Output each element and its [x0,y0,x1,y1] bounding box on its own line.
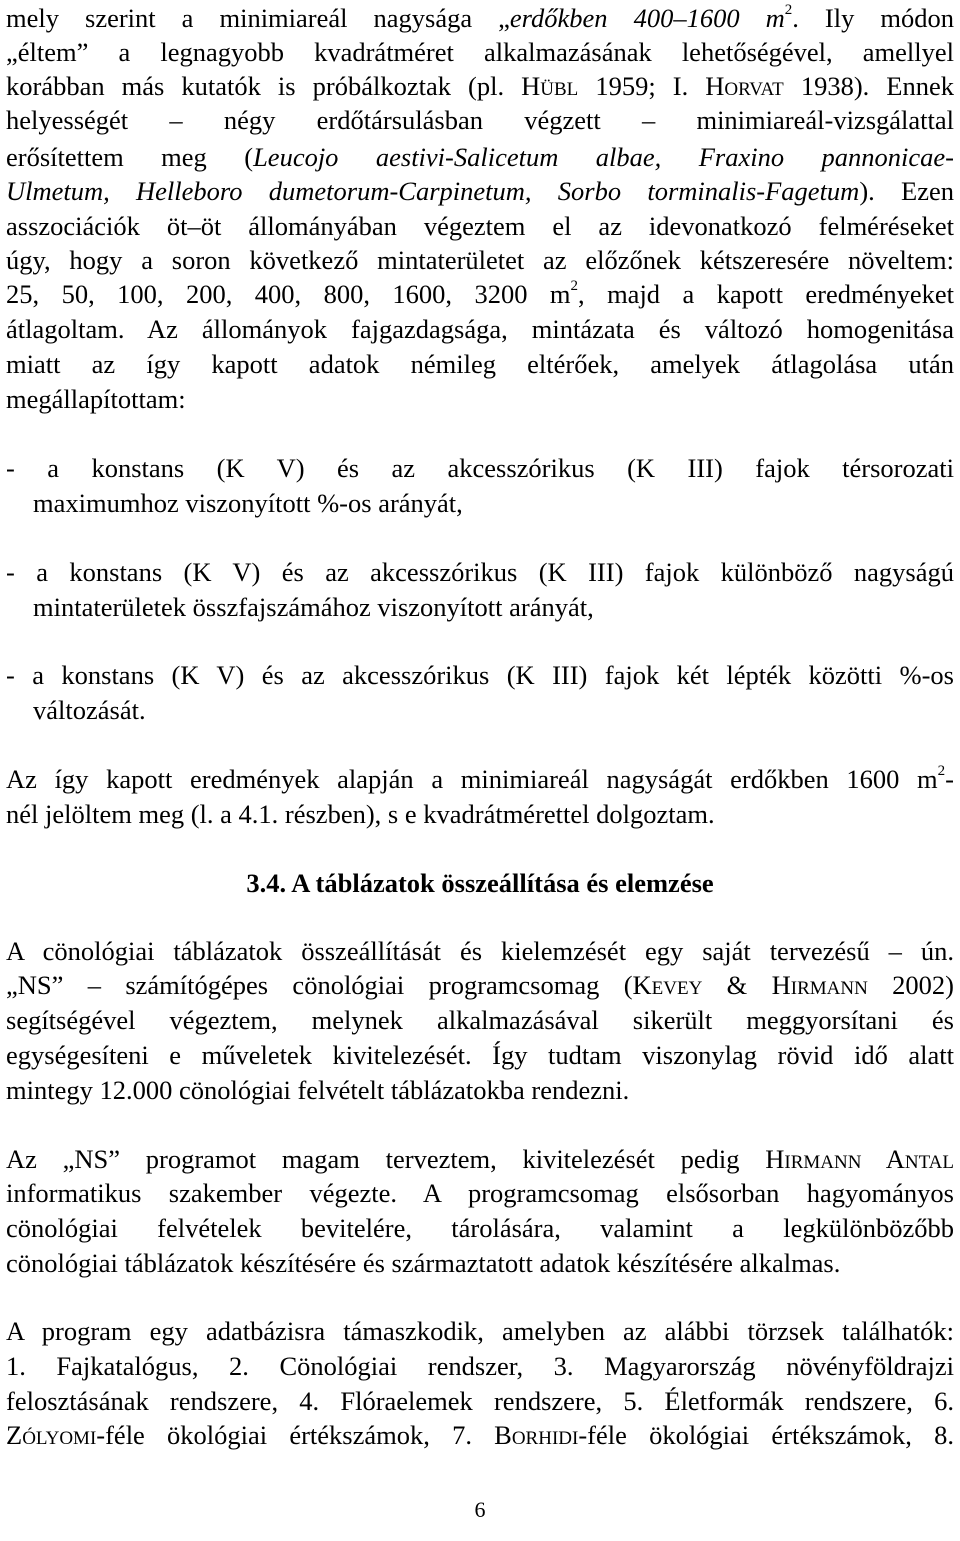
paragraph-line [6,762,954,796]
italic-text: Leucojo aestivi-Salicetum albae, Fraxino pannonicae- [253,142,954,172]
text-run: informatikus szakember végezte. A programcsomag elsősorban hagyományos [6,1178,954,1208]
text-run: „NS” – számítógépes cönológiai programcsomag (K [6,970,652,1000]
paragraph-line [6,103,954,137]
text-run: -féle ökológiai értékszámok, 8. [578,1420,954,1450]
text-run: , majd a kapott eredményeket [578,279,954,309]
page-number: 6 [474,1497,486,1522]
small-caps-text: EVEY [651,978,703,999]
text-run: nél jelöltem meg (l. a 4.1. részben), s e kvadrátmérettel dolgoztam. [6,799,715,829]
paragraph-line [6,209,954,243]
text-run: 25, 50, 100, 200, 400, 800, 1600, 3200 m [6,279,571,309]
text-run: - a konstans (K V) és az akcesszórikus (K III) fajok térsorozati [6,453,954,483]
paragraph-line [6,1038,954,1072]
list-item-line [33,590,954,624]
paragraph-line [6,382,954,416]
small-caps-text: IRMANN [784,1152,862,1173]
text-run: -féle ökológiai értékszámok, 7. B [96,1420,512,1450]
superscript: 2 [937,763,946,780]
text-run: segítségével végeztem, melynek alkalmazásával sikerült meggyorsítani és [6,1005,954,1035]
text-run: megállapítottam: [6,384,186,414]
text-run: asszociációk öt–öt állományában végeztem el az idevonatkozó felméréseket [6,211,954,241]
text-run: cönológiai táblázatok készítésére és származtatott adatok készítésére alkalmas. [6,1248,841,1278]
text-run: ). Ezen [859,176,954,206]
superscript: 2 [570,278,578,295]
text-run: Az „NS” programot magam terveztem, kivitelezését pedig H [6,1144,785,1174]
paragraph-line [6,35,954,69]
text-run: korábban más kutatók is próbálkoztak (pl. H [6,71,541,101]
text-run: 1. Fajkatalógus, 2. Cönológiai rendszer, 3. Magyarország növényföldrajzi [6,1351,954,1381]
paragraph-line [6,968,954,1006]
text-run: felosztásának rendszere, 4. Flóraelemek rendszere, 5. Életformák rendszere, 6. [6,1386,954,1416]
paragraph-line [6,69,954,107]
list-item-line [6,658,954,692]
list-item-line [6,555,954,589]
italic-text: Ulmetum, Helleboro dumetorum-Carpinetum, Sorbo torminalis-Fagetum [6,176,860,206]
paragraph-line [6,1384,954,1418]
text-run: - [945,764,954,794]
text-run: mintegy 12.000 cönológiai felvételt táblázatokba rendezni. [6,1075,630,1105]
text-run: úgy, hogy a soron következő mintaterületet az előzőnek kétszeresére növeltem: [6,245,954,275]
paragraph-line [6,1418,954,1456]
text-run: miatt az így kapott adatok némileg eltérőek, amelyek átlagolása után [6,349,954,379]
text-run: A cönológiai táblázatok összeállítását és kielemzését egy saját tervezésű – ún. [6,936,954,966]
small-caps-text: ÓLYOMI [22,1428,97,1449]
paragraph-line [6,1349,954,1383]
paragraph-line [6,797,954,831]
text-run: A program egy adatbázisra támaszkodik, amelyben az alábbi törzsek találhatók: [6,1316,954,1346]
paragraph-line [6,934,954,968]
paragraph-line [6,1003,954,1037]
text-run: mintaterületek összfajszámához viszonyított arányát, [33,592,594,622]
text-run: változását. [33,695,146,725]
text-run: Z [6,1420,23,1450]
section-heading: 3.4. A táblázatok összeállítása és elemzése [246,868,714,898]
paragraph-line [6,1142,954,1180]
paragraph-line [6,312,954,346]
paragraph-line [6,1246,954,1280]
text-run: - a konstans (K V) és az akcesszórikus (K III) fajok két lépték közötti %-os [6,660,954,690]
text-run: 1938). Ennek [783,71,955,101]
paragraph-line [6,1,954,35]
text-run: erősítettem meg ( [6,142,254,172]
small-caps-text: IRMANN [790,978,868,999]
paragraph-line [6,140,954,174]
paragraph-line [6,243,954,277]
list-item-line [33,693,954,727]
text-run: A [861,1144,905,1174]
paragraph-line [6,277,954,311]
text-run: átlagoltam. Az állományok fajgazdagsága, mintázata és változó homogenitása [6,314,954,344]
italic-text: erdőkben 400–1600 m [509,3,785,33]
superscript: 2 [784,2,793,19]
paragraph-line [6,174,954,208]
text-run: mely szerint a minimiareál nagysága „ [6,3,510,33]
small-caps-text: NTAL [904,1152,954,1173]
text-run: . Ily módon [792,3,954,33]
paragraph-line [6,347,954,381]
text-run: helyességét – négy erdőtársulásban végzett – minimiareál-vizsgálattal [6,105,954,135]
list-item-line [6,451,954,485]
small-caps-text: ORVAT [724,79,784,100]
paragraph-line [6,1176,954,1210]
text-run: cönológiai felvételek bevitelére, tárolására, valamint a legkülönbözőbb [6,1213,954,1243]
text-run: & H [702,970,791,1000]
paragraph-line [6,1211,954,1245]
text-run: Az így kapott eredmények alapján a minimiareál nagyságát erdőkben 1600 m [6,764,938,794]
paragraph-line [6,1314,954,1348]
text-run: maximumhoz viszonyított %-os arányát, [33,488,463,518]
text-run: „éltem” a legnagyobb kvadrátméret alkalmazásának lehetőségével, amellyel [6,37,954,67]
small-caps-text: ÜBL [540,79,579,100]
text-run: - a konstans (K V) és az akcesszórikus (K III) fajok különböző nagyságú [6,557,954,587]
list-item-line [33,486,954,520]
text-run: egységesíteni e műveletek kivitelezését. Így tudtam viszonylag rövid idő alatt [6,1040,954,1070]
paragraph-line [6,1073,954,1107]
text-run: 2002) [867,970,954,1000]
text-run: 1959; I. H [578,71,725,101]
small-caps-text: ORHIDI [511,1428,579,1449]
